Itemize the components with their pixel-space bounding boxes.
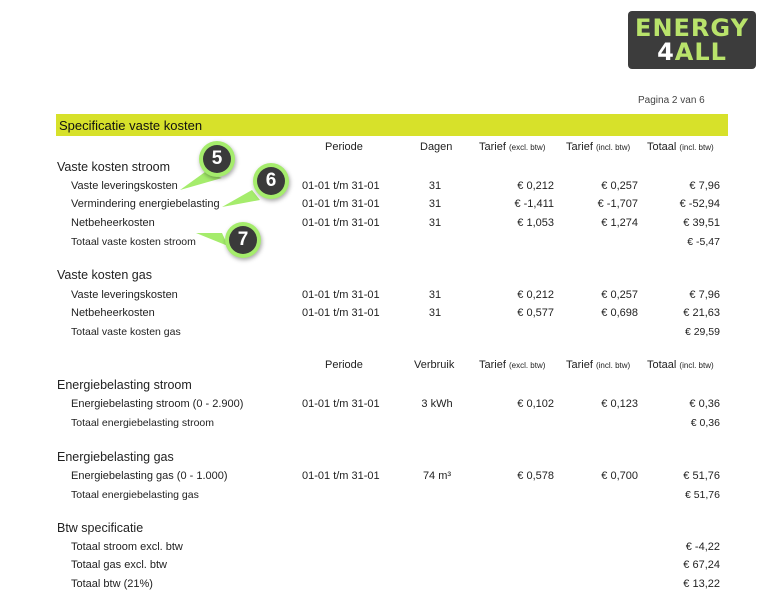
row-incl: € 1,274 <box>601 217 638 229</box>
callout-badge-6: 6 <box>253 163 289 199</box>
logo-all: ALL <box>674 38 727 66</box>
col-tarief-excl-header: Tarief (excl. btw) <box>479 359 546 371</box>
btw-row-value: € 67,24 <box>683 559 720 571</box>
row-excl: € 0,578 <box>517 470 554 482</box>
logo-four: 4 <box>657 38 675 66</box>
total-label: Totaal vaste kosten gas <box>71 326 181 338</box>
row-label: Vermindering energiebelasting <box>71 198 220 210</box>
row-periode: 01-01 t/m 31-01 <box>302 217 380 229</box>
row-dagen: 31 <box>428 217 442 229</box>
row-periode: 01-01 t/m 31-01 <box>302 470 380 482</box>
col-tarief-incl-header: Tarief (incl. btw) <box>566 141 631 153</box>
row-totaal: € 0,36 <box>689 398 720 410</box>
section-stroom-title: Vaste kosten stroom <box>57 160 171 174</box>
total-label: Totaal vaste kosten stroom <box>71 236 196 248</box>
row-label: Netbeheerkosten <box>71 307 155 319</box>
section-gas-title: Vaste kosten gas <box>57 268 152 282</box>
col-tarief-incl-header: Tarief (incl. btw) <box>566 359 631 371</box>
col-totaal-header: Totaal (incl. btw) <box>647 141 714 153</box>
callout-tail-6 <box>222 190 260 207</box>
row-excl: € -1,411 <box>514 198 554 210</box>
row-excl: € 0,102 <box>517 398 554 410</box>
row-incl: € -1,707 <box>597 198 638 210</box>
total-label: Totaal energiebelasting gas <box>71 489 199 501</box>
row-incl: € 0,123 <box>601 398 638 410</box>
total-value: € 51,76 <box>684 489 720 501</box>
row-incl: € 0,257 <box>601 289 638 301</box>
page-number: Pagina 2 van 6 <box>638 95 705 106</box>
row-periode: 01-01 t/m 31-01 <box>302 198 380 210</box>
row-label: Vaste leveringskosten <box>71 180 178 192</box>
btw-row-value: € 13,22 <box>683 578 720 590</box>
row-periode: 01-01 t/m 31-01 <box>302 289 380 301</box>
row-excl: € 1,053 <box>517 217 554 229</box>
row-incl: € 0,698 <box>601 307 638 319</box>
col-totaal-header: Totaal (incl. btw) <box>647 359 714 371</box>
btw-row-label: Totaal gas excl. btw <box>71 559 167 571</box>
row-periode: 01-01 t/m 31-01 <box>302 398 380 410</box>
row-dagen: 31 <box>428 180 442 192</box>
section-eb-stroom-title: Energiebelasting stroom <box>57 378 192 392</box>
row-verbruik: 3 kWh <box>421 398 453 410</box>
row-dagen: 31 <box>428 198 442 210</box>
row-incl: € 0,700 <box>601 470 638 482</box>
row-totaal: € 51,76 <box>683 470 720 482</box>
callout-badge-5: 5 <box>199 141 235 177</box>
col-verbruik-header: Verbruik <box>414 359 455 371</box>
logo-line1: ENERGY <box>635 14 749 42</box>
section-eb-gas-title: Energiebelasting gas <box>57 450 174 464</box>
btw-row-label: Totaal stroom excl. btw <box>71 541 183 553</box>
callout-badge-7: 7 <box>225 222 261 258</box>
section-btw-title: Btw specificatie <box>57 521 144 535</box>
callout-tail-7 <box>196 233 228 246</box>
col-dagen-header: Dagen <box>420 141 453 153</box>
btw-row-label: Totaal btw (21%) <box>71 578 153 590</box>
row-totaal: € -52,94 <box>679 198 720 210</box>
row-excl: € 0,212 <box>517 180 554 192</box>
row-incl: € 0,257 <box>601 180 638 192</box>
total-value: € -5,47 <box>687 236 720 248</box>
row-excl: € 0,577 <box>517 307 554 319</box>
row-totaal: € 39,51 <box>683 217 720 229</box>
row-totaal: € 21,63 <box>683 307 720 319</box>
row-label: Netbeheerkosten <box>71 217 155 229</box>
total-label: Totaal energiebelasting stroom <box>71 417 215 429</box>
row-dagen: 31 <box>428 307 442 319</box>
page-title: Specificatie vaste kosten <box>59 118 203 133</box>
row-excl: € 0,212 <box>517 289 554 301</box>
col-periode-header: Periode <box>325 359 363 371</box>
total-value: € 0,36 <box>690 417 720 429</box>
row-totaal: € 7,96 <box>689 180 720 192</box>
btw-row-value: € -4,22 <box>685 541 720 553</box>
row-totaal: € 7,96 <box>689 289 720 301</box>
row-label: Energiebelasting stroom (0 - 2.900) <box>71 398 244 410</box>
row-dagen: 31 <box>428 289 442 301</box>
row-periode: 01-01 t/m 31-01 <box>302 180 380 192</box>
col-periode-header: Periode <box>325 141 363 153</box>
col-tarief-excl-header: Tarief (excl. btw) <box>479 141 546 153</box>
row-label: Vaste leveringskosten <box>71 289 178 301</box>
total-value: € 29,59 <box>684 326 720 338</box>
row-label: Energiebelasting gas (0 - 1.000) <box>71 470 228 482</box>
row-periode: 01-01 t/m 31-01 <box>302 307 380 319</box>
row-verbruik: 74 m³ <box>422 470 452 482</box>
